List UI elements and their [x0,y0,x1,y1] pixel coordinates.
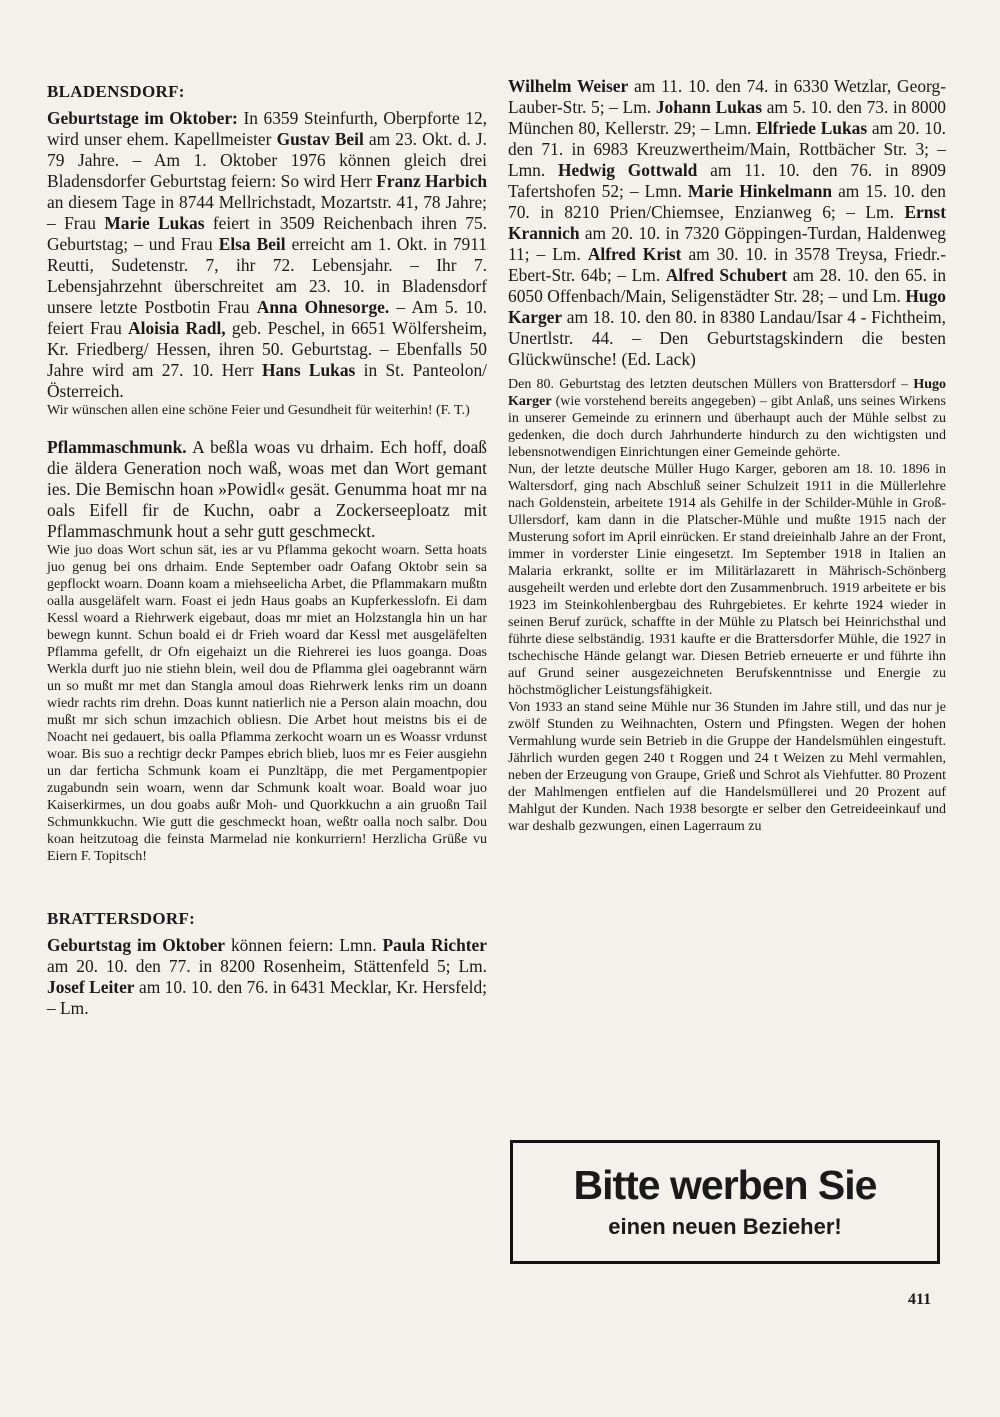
miller-biography-paragraph: Nun, der letzte deutsche Müller Hugo Karger, geboren am 18. 10. 1896 in Waltersdorf, ging nach Abschluß seiner Schulzeit 1911 in die Müllerlehre nach Goldenstein, arbeitete 1914 als Gehilfe in der Schilder-Mühle in Groß-Ullersdorf, kam dann in die Platscher-Mühle und mußte 1915 nach der Musterung sofort im April einrücken. Er stand dreieinhalb Jahre an der Front, immer in vorderster Linie eingesetzt. Im September 1918 in Italien an Malaria erkrankt, sollte er im Militärlazarett in Mährisch-Schönberg ausgeheilt werden und erlebte dort den Zusammenbruch. 1919 arbeitete er bis 1923 im Steinkohlenbergbau des Ruhrgebietes. Er kehrte 1924 wieder in seinen Beruf zurück, schaffte in der Mühle zu Platsch bei Heinrichsthal und führte diese selbständig. 1931 kaufte er die Brattersdorfer Mühle, die 1927 in tschechische Hände gelangt war. Diesen Betrieb erneuerte er und führte ihn auf Grund seiner ausgezeichneten Berufskenntnisse und Energie zu höchstmöglicher Leistungsfähigkeit. [508,462,946,698]
text-run: – Am 5. 10. feiert Frau [47,297,487,338]
bold-name: Pflammaschmunk. [47,437,187,457]
text-run: in St. Panteolon/Österreich. [47,360,487,401]
bold-name: Paula Richter [382,935,487,955]
subscriber-ad-box [510,1140,940,1264]
text-run: In 6359 Steinfurth, Oberpforte 12, wird unser ehem. Kapellmeister [47,108,487,149]
brattersdorf-birthdays-continued [508,76,946,370]
text-run: am 20. 10. den 77. in 8200 Rosenheim, Stättenfeld 5; Lm. [47,956,487,976]
text-run: am 18. 10. den 80. in 8380 Landau/Isar 4 - Fichtheim, Unertlstr. 44. – Den Geburtstagskindern die besten Glückwünsche! (Ed. Lack) [508,307,946,369]
text-run: geb. Peschel, in 6651 Wölfersheim, Kr. Friedberg/ Hessen, ihren 50. Geburtstag. – Ebenfalls 50 Jahre wird am 27. 10. Herr [47,318,487,380]
bold-name: Geburtstage im Oktober: [47,108,238,128]
text-run: am 15. 10. den 70. in 8210 Prien/Chiemsee, Enzianweg 6; – Lm. [508,181,946,222]
bold-name: Hugo Karger [508,286,946,327]
pflammaschmunk-story-paragraph: Wie juo doas Wort schun sät, ies ar vu Pflamma gekocht woarn. Setta hoats juo genug bei ons drhaim. Ende September oadr Oafang Oktobr sein sa gepflockt woarn. Doann koam a miehseelicha Arbet, die Pflammakarn mußtn oalla ausgeläfelt warn. Foast ei jedn Haus goabs an Kupferkesslofn. Ei dam Kessl woard a Riehrwerk eigebaut, doas mr miet an Holzstangla hin un har bewegn kunnt. Schun boald ei dr Frieh woard dar Kessl met ausgeläfelten Pflamma gefellt, dr Ofn eigehaizt un die Riehrerei ies luos goanga. Doas Werkla durft juo nie stiehn blein, weil dou de Pflamma glei oagebrannt wärn un so mußt mr met dan Stangla amoul doas Riehrwerk lenks rim un doann wiedr rachts rim drehn. Doas kunnt natierlich nie a Person alain moachn, dou mußt mr sich schun imzachich obliesn. Die Arbet hout meistns bis ei de Noacht nei gedauert, bis oalla Pflamma zerkocht woarn un es Woassr vrdunst woar. Bis suo a rechtigr deckr Pampes ebrich blieb, luos mr es Feier ausgiehn un dar ferticha Schmunk koam ei Punzltäpp, die met Pergamentpopier zugabundn sein woarn, wenn dar Schmunk koalt woar. Boald woar juo Kaiserkirmes, un dou goabs außr Moh- und Quorkkuchn a ain gruoßn Tail Schmunkkuchn. Wie gutt die geschmeckt hoan, weßtr oalla noch salbr. Dou koan heitzutoag die feinsta Marmelad nie konkurriern! Herzlicha Grüße vu Eiern F. Topitsch! [47,543,487,864]
text-run: Den 80. Geburtstag des letzten deutschen Müllers von Brattersdorf – [508,377,914,392]
bold-name: Anna Ohnesorge. [256,297,390,317]
bold-name: Geburtstag im Oktober [47,935,226,955]
bold-name: Wilhelm Weiser [508,76,629,96]
text-run: am 28. 10. den 65. in 6050 Offenbach/Main, Seligenstädter Str. 28; – und Lm. [508,265,947,306]
text-run: am 20. 10. den 71. in 6983 Kreuzwertheim/Main, Rottbächer Str. 3; – Lmn. [508,118,946,180]
text-run: am 23. Okt. d. J. 79 Jahre. – Am 1. Oktober 1976 können gleich drei Bladensdorfer Geburtstag feiern: So wird Herr [47,129,487,191]
bold-name: Ernst Krannich [508,202,946,243]
page-number: 411 [908,1291,932,1308]
bladensdorf-birthdays-paragraph [47,108,487,402]
bold-name: Gustav Beil [276,129,364,149]
text-run: an diesem Tage in 8744 Mellrichstadt, Mozartstr. 41, 78 Jahre; – Frau [47,192,487,233]
right-column [508,76,946,835]
bold-name: Hedwig Gottwald [557,160,698,180]
left-column [47,76,487,1019]
miller-intro-paragraph [508,376,946,461]
ad-subline: einen neuen Bezieher! [608,1214,842,1239]
bold-name: Marie Hinkelmann [687,181,833,201]
text-run: am 20. 10. in 7320 Göppingen-Turdan, Haldenweg 11; – Lm. [508,223,946,264]
bold-name: Hans Lukas [261,360,356,380]
text-run: können feiern: Lmn. [225,935,383,955]
text-run: am 11. 10. den 76. in 8909 Tafertshofen 52; – Lmn. [508,160,946,201]
mill-operation-paragraph: Von 1933 an stand seine Mühle nur 36 Stunden im Jahre still, und das nur je zwölf Stunden zu Weihnachten, Ostern und Pfingsten. Wegen der hohen Vermahlung wurde sein Betrieb in die Gruppe der Handelsmühlen eingestuft. Jährlich wurden gegen 240 t Roggen und 24 t Weizen zu Mehl vermahlen, neben der Erzeugung von Graupe, Grieß und Schrot als Viehfutter. 80 Prozent der Mahlmengen entfielen auf die Handelsmüllerei und 20 Prozent auf Mahlgut der Kunden. Nach 1938 besorgte er selber den Getreideeinkauf und war deshalb gezwungen, einen Lagerraum zu [508,700,946,834]
bladensdorf-heading: BLADENSDORF: [47,82,185,101]
bold-name: Aloisia Radl, [128,318,226,338]
ad-headline: Bitte werben Sie [573,1162,877,1208]
text-run: feiert in 3509 Reichenbach ihren 75. Geburtstag; – und Frau [47,213,488,254]
bold-name: Franz Harbich [376,171,487,191]
text-run: A beßla woas vu drhaim. Ech hoff, doaß die äldera Generation noch waß, woas met dan Wort gemant ies. Die Bemischn hoan »Powidl« gesät. Genumma hoat mr na oals Eifell fir de Kuchn, oabr a Zockerseeploatz mit Pflammaschmunk hout a sehr gutt geschmeckt. [47,437,487,541]
bold-name: Hugo Karger [508,377,946,409]
bold-name: Alfred Schubert [665,265,788,285]
bold-name: Josef Leiter [47,977,135,997]
text-run: am 10. 10. den 76. in 6431 Mecklar, Kr. Hersfeld; – Lm. [47,977,487,1018]
bold-name: Elsa Beil [218,234,286,254]
bold-name: Marie Lukas [104,213,205,233]
brattersdorf-birthdays-paragraph [47,935,487,1019]
text-run: am 5. 10. den 73. in 8000 München 80, Kellerstr. 29; – Lmn. [508,97,946,138]
bold-name: Alfred Krist [587,244,682,264]
text-run: (wie vorstehend bereits angegeben) – gibt Anlaß, uns seines Wirkens in unserer Gemeinde zu erinnern und überhaupt auch der Mühle selbst zu gedenken, die doch durch Jahrhunderte hindurch zu den wichtigsten und lebensnotwendigen Einrichtungen einer Gemeinde gehörte. [508,394,946,460]
bladensdorf-closing-note: Wir wünschen allen eine schöne Feier und Gesundheit für weiterhin! (F. T.) [47,403,470,418]
brattersdorf-heading: BRATTERSDORF: [47,909,196,928]
pflammaschmunk-intro-paragraph [47,437,487,542]
bold-name: Elfriede Lukas [756,118,868,138]
text-run: am 11. 10. den 74. in 6330 Wetzlar, Georg-Lauber-Str. 5; – Lm. [508,76,946,117]
text-run: erreicht am 1. Okt. in 7911 Reutti, Sudetenstr. 7, ihr 72. Lebensjahr. – Ihr 7. Lebensjahrzehnt überschreitet am 23. 10. in Bladensdorf unsere letzte Postbotin Frau [47,234,487,317]
text-run: am 30. 10. in 3578 Treysa, Friedr.-Ebert-Str. 64b; – Lm. [508,244,946,285]
bold-name: Johann Lukas [655,97,763,117]
